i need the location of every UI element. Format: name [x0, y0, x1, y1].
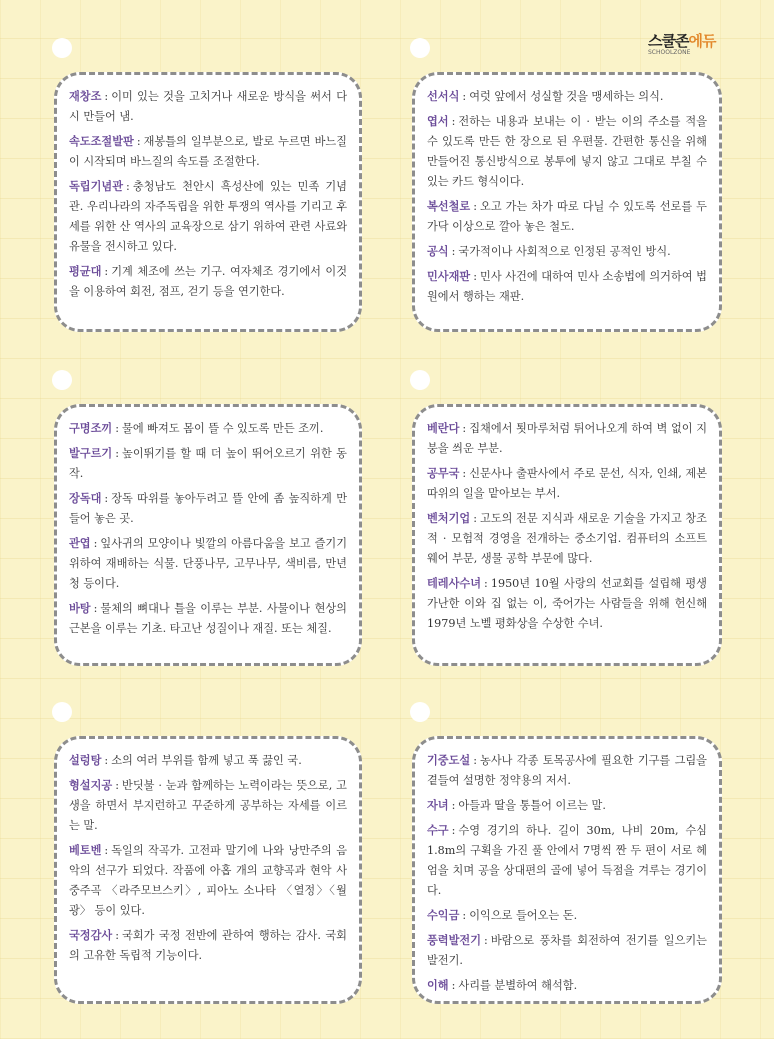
- vocab-term: 바탕: [69, 602, 91, 615]
- logo-accent: 에듀: [688, 32, 716, 50]
- vocab-definition: 소의 여러 부위를 함께 넣고 푹 끓인 국.: [111, 754, 302, 767]
- vocab-term: 속도조절발판: [69, 135, 134, 148]
- vocab-term: 민사재판: [427, 270, 471, 283]
- vocab-entry: [427, 574, 707, 634]
- vocab-entry: [69, 599, 347, 639]
- vocab-entry: [427, 267, 707, 307]
- term-separator: :: [115, 422, 120, 435]
- term-separator: :: [104, 492, 109, 505]
- vocab-definition: 여럿 앞에서 성실할 것을 맹세하는 의식.: [469, 90, 664, 103]
- vocab-term: 수익금: [427, 909, 460, 922]
- vocab-entry: [427, 931, 707, 971]
- vocab-definition: 높이뛰기를 할 때 더 높이 뛰어오르기 위한 동작.: [69, 447, 347, 480]
- vocab-term: 형설지공: [69, 779, 113, 792]
- term-separator: :: [451, 115, 456, 128]
- vocab-entry: [69, 177, 347, 257]
- vocab-entry: [427, 87, 707, 107]
- term-separator: :: [115, 447, 120, 460]
- vocab-entry: [427, 419, 707, 459]
- vocab-term: 자녀: [427, 799, 449, 812]
- vocab-entry: [427, 751, 707, 791]
- term-separator: :: [473, 754, 478, 767]
- vocab-definition: 바람으로 풍차를 회전하여 전기를 일으키는 발전기.: [427, 934, 707, 967]
- vocab-card: [412, 404, 722, 666]
- term-separator: :: [451, 979, 456, 992]
- vocab-definition: 전하는 내용과 보내는 이 · 받는 이의 주소를 적을 수 있도록 만든 한 장으로 된 우편물. 간편한 통신을 위해 만들어진 통신방식으로 봉투에 넣지 않고 그대로 부칠 수 있는 카드 형식이다.: [427, 115, 707, 188]
- vocab-definition: 수영 경기의 하나. 길이 30m, 나비 20m, 수심 1.8m의 구획을 가진 풀 안에서 7명씩 짠 두 편이 서로 헤엄을 치며 공을 상대편의 골에 넣어 득점을 겨루는 경기이다.: [427, 824, 707, 897]
- vocab-term: 베란다: [427, 422, 460, 435]
- vocab-definition: 물체의 뼈대나 틀을 이루는 부분. 사물이나 현상의 근본을 이루는 기초. 타고난 성질이나 재질. 또는 체질.: [69, 602, 347, 635]
- logo-main: 스쿨존: [648, 32, 689, 50]
- vocab-definition: 아들과 딸을 통틀어 이르는 말.: [458, 799, 606, 812]
- card-hole-3: [52, 370, 72, 390]
- vocab-entry: [427, 197, 707, 237]
- vocab-entry: [69, 776, 347, 836]
- vocab-definition: 국회가 국정 전반에 관하여 행하는 감사. 국회의 고유한 독립적 기능이다.: [69, 929, 347, 962]
- vocab-entry: [427, 796, 707, 816]
- term-separator: :: [93, 602, 98, 615]
- vocab-term: 엽서: [427, 115, 449, 128]
- vocab-term: 장독대: [69, 492, 102, 505]
- vocab-term: 평균대: [69, 265, 102, 278]
- term-separator: :: [451, 245, 456, 258]
- vocab-definition: 장독 따위를 놓아두려고 뜰 안에 좀 높직하게 만들어 놓은 곳.: [69, 492, 347, 525]
- vocab-definition: 독일의 작곡가. 고전파 말기에 나와 낭만주의 음악의 선구가 되었다. 작품에 아홉 개의 교향곡과 현악 사중주곡 〈라주모브스키〉, 피아노 소나타 〈열정〉〈월광〉 등이 있다.: [69, 844, 347, 917]
- vocab-definition: 잎사귀의 모양이나 빛깔의 아름다움을 보고 즐기기 위하여 재배하는 식물. 단풍나무, 고무나무, 색비름, 만년청 등이다.: [69, 537, 347, 590]
- term-separator: :: [104, 90, 109, 103]
- term-separator: :: [451, 799, 456, 812]
- vocab-term: 재창조: [69, 90, 102, 103]
- card-hole-5: [52, 702, 72, 722]
- vocab-term: 설렁탕: [69, 754, 102, 767]
- term-separator: :: [462, 422, 467, 435]
- term-separator: :: [462, 909, 467, 922]
- vocab-definition: 집채에서 툇마루처럼 튀어나오게 하여 벽 없이 지붕을 씌운 부분.: [427, 422, 707, 455]
- vocab-term: 풍력발전기: [427, 934, 482, 947]
- vocab-term: 국정감사: [69, 929, 113, 942]
- term-separator: :: [473, 270, 478, 283]
- vocab-term: 테레사수녀: [427, 577, 482, 590]
- term-separator: :: [115, 779, 120, 792]
- vocab-definition: 물에 빠져도 몸이 뜰 수 있도록 만든 조끼.: [122, 422, 324, 435]
- vocab-definition: 오고 가는 차가 따로 다닐 수 있도록 선로를 두 가닥 이상으로 깔아 놓은 철도.: [427, 200, 707, 233]
- term-separator: :: [126, 180, 130, 193]
- vocab-card: [412, 72, 722, 332]
- vocab-entry: [69, 262, 347, 302]
- vocab-term: 기중도설: [427, 754, 471, 767]
- vocab-entry: [69, 489, 347, 529]
- term-separator: :: [462, 90, 467, 103]
- vocab-definition: 이익으로 들어오는 돈.: [469, 909, 578, 922]
- vocab-card: [54, 404, 362, 666]
- card-hole-2: [410, 38, 430, 58]
- vocab-term: 복선철로: [427, 200, 471, 213]
- vocab-definition: 충청남도 천안시 흑성산에 있는 민족 기념관. 우리나라의 자주독립을 위한 투쟁의 역사를 기리고 후세를 위한 산 역사의 교육장으로 삼기 위하여 관련 사료와 유물을 전시하고 있다.: [69, 180, 347, 253]
- term-separator: :: [115, 929, 120, 942]
- vocab-entry: [427, 242, 707, 262]
- vocab-term: 독립기념관: [69, 180, 124, 193]
- vocab-entry: [69, 419, 347, 439]
- vocab-definition: 신문사나 출판사에서 주로 문선, 식자, 인쇄, 제본 따위의 일을 맡아보는 부서.: [427, 467, 707, 500]
- vocab-term: 구명조끼: [69, 422, 113, 435]
- vocab-entry: [427, 112, 707, 192]
- vocab-definition: 사리를 분별하여 해석함.: [458, 979, 578, 992]
- term-separator: :: [484, 577, 488, 590]
- term-separator: :: [104, 754, 109, 767]
- term-separator: :: [104, 265, 109, 278]
- term-separator: :: [462, 467, 467, 480]
- vocab-entry: [69, 444, 347, 484]
- vocab-entry: [69, 751, 347, 771]
- vocab-definition: 고도의 전문 지식과 새로운 기술을 가지고 창조적 · 모험적 경영을 전개하는 중소기업. 컴퓨터의 소프트웨어 부문, 생물 공학 부문에 많다.: [427, 512, 707, 565]
- vocab-card: [54, 736, 362, 1004]
- vocab-definition: 국가적이나 사회적으로 인정된 공적인 방식.: [458, 245, 671, 258]
- card-hole-1: [52, 38, 72, 58]
- term-separator: :: [451, 824, 456, 837]
- vocab-term: 공식: [427, 245, 449, 258]
- vocab-term: 공무국: [427, 467, 460, 480]
- vocab-entry: [69, 841, 347, 921]
- vocab-definition: 민사 사건에 대하여 민사 소송법에 의거하여 법원에서 행하는 재판.: [427, 270, 707, 303]
- vocab-definition: 이미 있는 것을 고치거나 새로운 방식을 써서 다시 만들어 냄.: [69, 90, 347, 123]
- vocab-definition: 반딧불 · 눈과 함께하는 노력이라는 뜻으로, 고생을 하면서 부지런하고 꾸준하게 공부하는 자세를 이르는 말.: [69, 779, 347, 832]
- vocab-term: 베토벤: [69, 844, 102, 857]
- vocab-entry: [427, 906, 707, 926]
- vocab-card: [412, 736, 722, 1004]
- vocab-term: 선서식: [427, 90, 460, 103]
- vocab-entry: [69, 87, 347, 127]
- brand-logo: [648, 30, 715, 56]
- term-separator: :: [104, 844, 109, 857]
- vocab-definition: 기계 체조에 쓰는 기구. 여자체조 경기에서 이것을 이용하여 회전, 점프, 걷기 등을 연기한다.: [69, 265, 347, 298]
- card-hole-6: [410, 702, 430, 722]
- vocab-term: 벤처기업: [427, 512, 471, 525]
- vocab-entry: [427, 821, 707, 901]
- vocab-term: 발구르기: [69, 447, 113, 460]
- vocab-term: 수구: [427, 824, 449, 837]
- vocab-term: 이해: [427, 979, 449, 992]
- term-separator: :: [136, 135, 141, 148]
- vocab-definition: 농사나 각종 토목공사에 필요한 기구를 그림을 곁들여 설명한 정약용의 저서.: [427, 754, 707, 787]
- vocab-definition: 재봉틀의 일부분으로, 발로 누르면 바느질이 시작되며 바느질의 속도를 조절한다.: [69, 135, 347, 168]
- vocab-entry: [427, 509, 707, 569]
- vocab-entry: [69, 534, 347, 594]
- vocab-definition: 1950년 10월 사랑의 선교회를 설립해 평생 가난한 이와 집 없는 이, 죽어가는 사람들을 위해 헌신해 1979년 노벨 평화상을 수상한 수녀.: [427, 577, 707, 630]
- term-separator: :: [93, 537, 98, 550]
- term-separator: :: [484, 934, 488, 947]
- term-separator: :: [473, 512, 478, 525]
- card-hole-4: [410, 370, 430, 390]
- vocab-term: 관엽: [69, 537, 91, 550]
- term-separator: :: [473, 200, 478, 213]
- logo-sub: SCHOOLZONE: [648, 49, 691, 56]
- vocab-entry: [427, 976, 707, 996]
- vocab-card: [54, 72, 362, 332]
- vocab-entry: [69, 926, 347, 966]
- vocab-entry: [69, 132, 347, 172]
- vocab-entry: [427, 464, 707, 504]
